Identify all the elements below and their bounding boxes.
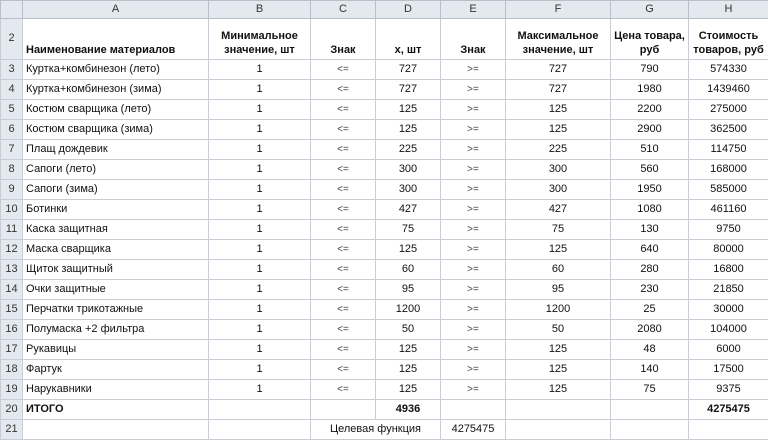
x-value-cell[interactable]: 75	[376, 220, 441, 240]
min-value-cell[interactable]: 1	[209, 260, 311, 280]
sign-cell[interactable]: >=	[441, 120, 506, 140]
row-header[interactable]: 16	[1, 320, 23, 340]
column-header-g[interactable]: G	[611, 1, 689, 19]
row-header[interactable]: 2	[1, 19, 23, 60]
table-row	[1, 220, 768, 240]
cost-cell[interactable]: 114750	[689, 140, 768, 160]
price-cell[interactable]: 75	[611, 380, 689, 400]
sign-cell[interactable]: <=	[311, 280, 376, 300]
row-header[interactable]: 18	[1, 360, 23, 380]
empty-cell[interactable]	[506, 400, 611, 420]
total-x-cell[interactable]: 4936	[376, 400, 441, 420]
min-value-cell[interactable]: 1	[209, 240, 311, 260]
min-value-cell[interactable]: 1	[209, 220, 311, 240]
row-header[interactable]: 11	[1, 220, 23, 240]
sign-cell[interactable]: >=	[441, 380, 506, 400]
empty-cell[interactable]	[23, 420, 209, 440]
min-value-cell[interactable]: 1	[209, 280, 311, 300]
min-value-cell[interactable]: 1	[209, 140, 311, 160]
sign-cell[interactable]: >=	[441, 240, 506, 260]
sign-cell[interactable]: <=	[311, 300, 376, 320]
max-value-cell[interactable]: 50	[506, 320, 611, 340]
max-value-cell[interactable]: 125	[506, 100, 611, 120]
table-row	[1, 380, 768, 400]
max-value-cell[interactable]: 125	[506, 340, 611, 360]
price-cell[interactable]: 2080	[611, 320, 689, 340]
sign-cell[interactable]: <=	[311, 160, 376, 180]
objective-row	[1, 420, 768, 440]
cost-cell[interactable]: 362500	[689, 120, 768, 140]
column-header-d[interactable]: D	[376, 1, 441, 19]
price-cell[interactable]: 560	[611, 160, 689, 180]
min-value-cell[interactable]: 1	[209, 360, 311, 380]
sign-cell[interactable]: <=	[311, 80, 376, 100]
header-cell-cost[interactable]: Стоимость товаров, руб	[689, 19, 768, 60]
sign-cell[interactable]: >=	[441, 160, 506, 180]
x-value-cell[interactable]: 60	[376, 260, 441, 280]
min-value-cell[interactable]: 1	[209, 340, 311, 360]
x-value-cell[interactable]: 50	[376, 320, 441, 340]
row-header[interactable]: 6	[1, 120, 23, 140]
column-header-f[interactable]: F	[506, 1, 611, 19]
max-value-cell[interactable]: 727	[506, 80, 611, 100]
row-header[interactable]: 5	[1, 100, 23, 120]
max-value-cell[interactable]: 300	[506, 180, 611, 200]
price-cell[interactable]: 48	[611, 340, 689, 360]
max-value-cell[interactable]: 125	[506, 360, 611, 380]
price-cell[interactable]: 1950	[611, 180, 689, 200]
sign-cell[interactable]: >=	[441, 80, 506, 100]
cost-cell[interactable]: 275000	[689, 100, 768, 120]
x-value-cell[interactable]: 125	[376, 380, 441, 400]
table-row	[1, 120, 768, 140]
price-cell[interactable]: 130	[611, 220, 689, 240]
sign-cell[interactable]: <=	[311, 340, 376, 360]
min-value-cell[interactable]: 1	[209, 180, 311, 200]
sign-cell[interactable]: >=	[441, 360, 506, 380]
table-row	[1, 300, 768, 320]
min-value-cell[interactable]: 1	[209, 60, 311, 80]
sign-cell[interactable]: >=	[441, 100, 506, 120]
cost-cell[interactable]: 574330	[689, 60, 768, 80]
name-cell[interactable]: Куртка+комбинезон (лето)	[23, 60, 209, 80]
header-cell-min[interactable]: Минимальное значение, шт	[209, 19, 311, 60]
cost-cell[interactable]: 9375	[689, 380, 768, 400]
sign-cell[interactable]: <=	[311, 360, 376, 380]
name-cell[interactable]: Куртка+комбинезон (зима)	[23, 80, 209, 100]
sign-cell[interactable]: <=	[311, 120, 376, 140]
price-cell[interactable]: 230	[611, 280, 689, 300]
header-cell-x[interactable]: x, шт	[376, 19, 441, 60]
max-value-cell[interactable]: 125	[506, 380, 611, 400]
price-cell[interactable]: 2900	[611, 120, 689, 140]
cost-cell[interactable]: 1439460	[689, 80, 768, 100]
name-cell[interactable]: Сапоги (зима)	[23, 180, 209, 200]
table-row	[1, 320, 768, 340]
max-value-cell[interactable]: 427	[506, 200, 611, 220]
x-value-cell[interactable]: 727	[376, 80, 441, 100]
table-row	[1, 80, 768, 100]
table-row	[1, 140, 768, 160]
header-cell-sign1[interactable]: Знак	[311, 19, 376, 60]
total-row	[1, 400, 768, 420]
table-row	[1, 260, 768, 280]
price-cell[interactable]: 510	[611, 140, 689, 160]
table-row	[1, 60, 768, 80]
header-cell-sign2[interactable]: Знак	[441, 19, 506, 60]
min-value-cell[interactable]: 1	[209, 100, 311, 120]
price-cell[interactable]: 1980	[611, 80, 689, 100]
table-row	[1, 180, 768, 200]
sign-cell[interactable]: >=	[441, 200, 506, 220]
column-header-b[interactable]: B	[209, 1, 311, 19]
cost-cell[interactable]: 585000	[689, 180, 768, 200]
sign-cell[interactable]: <=	[311, 100, 376, 120]
sign-cell[interactable]: <=	[311, 140, 376, 160]
max-value-cell[interactable]: 95	[506, 280, 611, 300]
table-row	[1, 200, 768, 220]
row-header[interactable]: 17	[1, 340, 23, 360]
min-value-cell[interactable]: 1	[209, 200, 311, 220]
sign-cell[interactable]: <=	[311, 220, 376, 240]
min-value-cell[interactable]: 1	[209, 120, 311, 140]
cost-cell[interactable]: 461160	[689, 200, 768, 220]
cost-cell[interactable]: 80000	[689, 240, 768, 260]
cost-cell[interactable]: 9750	[689, 220, 768, 240]
header-cell-name[interactable]: Наименование материалов	[23, 19, 209, 60]
x-value-cell[interactable]: 125	[376, 120, 441, 140]
row-header[interactable]: 7	[1, 140, 23, 160]
table-row	[1, 100, 768, 120]
total-label-cell[interactable]: ИТОГО	[23, 400, 209, 420]
sign-cell[interactable]: <=	[311, 380, 376, 400]
x-value-cell[interactable]: 125	[376, 100, 441, 120]
row-header[interactable]: 10	[1, 200, 23, 220]
x-value-cell[interactable]: 1200	[376, 300, 441, 320]
price-cell[interactable]: 640	[611, 240, 689, 260]
name-cell[interactable]: Полумаска +2 фильтра	[23, 320, 209, 340]
sign-cell[interactable]: >=	[441, 300, 506, 320]
column-header-c[interactable]: C	[311, 1, 376, 19]
name-cell[interactable]: Плащ дождевик	[23, 140, 209, 160]
name-cell[interactable]: Нарукавники	[23, 380, 209, 400]
x-value-cell[interactable]: 125	[376, 240, 441, 260]
empty-cell[interactable]	[611, 400, 689, 420]
empty-cell[interactable]	[506, 420, 611, 440]
max-value-cell[interactable]: 727	[506, 60, 611, 80]
sign-cell[interactable]: >=	[441, 260, 506, 280]
total-cost-cell[interactable]: 4275475	[689, 400, 768, 420]
max-value-cell[interactable]: 125	[506, 120, 611, 140]
row-header[interactable]: 13	[1, 260, 23, 280]
cost-cell[interactable]: 168000	[689, 160, 768, 180]
header-cell-max[interactable]: Максимальное значение, шт	[506, 19, 611, 60]
sign-cell[interactable]: <=	[311, 260, 376, 280]
name-cell[interactable]: Маска сварщика	[23, 240, 209, 260]
sign-cell[interactable]: <=	[311, 180, 376, 200]
price-cell[interactable]: 140	[611, 360, 689, 380]
sign-cell[interactable]: <=	[311, 60, 376, 80]
empty-cell[interactable]	[209, 400, 311, 420]
price-cell[interactable]: 280	[611, 260, 689, 280]
column-header-row	[1, 1, 768, 19]
row-header[interactable]: 14	[1, 280, 23, 300]
row-header[interactable]: 8	[1, 160, 23, 180]
sign-cell[interactable]: >=	[441, 280, 506, 300]
row-header[interactable]: 12	[1, 240, 23, 260]
empty-cell[interactable]	[611, 420, 689, 440]
price-cell[interactable]: 790	[611, 60, 689, 80]
objective-value-cell[interactable]: 4275475	[441, 420, 506, 440]
empty-cell[interactable]	[311, 400, 376, 420]
name-cell[interactable]: Каска защитная	[23, 220, 209, 240]
name-cell[interactable]: Перчатки трикотажные	[23, 300, 209, 320]
row-header[interactable]: 9	[1, 180, 23, 200]
x-value-cell[interactable]: 125	[376, 340, 441, 360]
max-value-cell[interactable]: 1200	[506, 300, 611, 320]
min-value-cell[interactable]: 1	[209, 380, 311, 400]
sign-cell[interactable]: >=	[441, 340, 506, 360]
objective-label-cell[interactable]: Целевая функция	[311, 420, 441, 440]
empty-cell[interactable]	[689, 420, 768, 440]
name-cell[interactable]: Ботинки	[23, 200, 209, 220]
sign-cell[interactable]: <=	[311, 200, 376, 220]
x-value-cell[interactable]: 300	[376, 160, 441, 180]
max-value-cell[interactable]: 225	[506, 140, 611, 160]
cost-cell[interactable]: 6000	[689, 340, 768, 360]
table-row	[1, 160, 768, 180]
name-cell[interactable]: Фартук	[23, 360, 209, 380]
max-value-cell[interactable]: 75	[506, 220, 611, 240]
cost-cell[interactable]: 30000	[689, 300, 768, 320]
price-cell[interactable]: 1080	[611, 200, 689, 220]
name-cell[interactable]: Щиток защитный	[23, 260, 209, 280]
min-value-cell[interactable]: 1	[209, 320, 311, 340]
min-value-cell[interactable]: 1	[209, 300, 311, 320]
column-header-e[interactable]: E	[441, 1, 506, 19]
name-cell[interactable]: Рукавицы	[23, 340, 209, 360]
sign-cell[interactable]: >=	[441, 180, 506, 200]
table-row	[1, 240, 768, 260]
table-header-row	[1, 19, 768, 60]
price-cell[interactable]: 25	[611, 300, 689, 320]
x-value-cell[interactable]: 125	[376, 360, 441, 380]
sign-cell[interactable]: <=	[311, 320, 376, 340]
price-cell[interactable]: 2200	[611, 100, 689, 120]
max-value-cell[interactable]: 60	[506, 260, 611, 280]
empty-cell[interactable]	[441, 400, 506, 420]
column-header-h[interactable]: H	[689, 1, 768, 19]
sign-cell[interactable]: >=	[441, 220, 506, 240]
x-value-cell[interactable]: 300	[376, 180, 441, 200]
column-header-a[interactable]: A	[23, 1, 209, 19]
max-value-cell[interactable]: 125	[506, 240, 611, 260]
row-header[interactable]: 4	[1, 80, 23, 100]
row-header[interactable]: 3	[1, 60, 23, 80]
table-row	[1, 360, 768, 380]
table-row	[1, 340, 768, 360]
x-value-cell[interactable]: 427	[376, 200, 441, 220]
select-all-corner[interactable]	[1, 1, 23, 19]
cost-cell[interactable]: 16800	[689, 260, 768, 280]
empty-cell[interactable]	[209, 420, 311, 440]
cost-cell[interactable]: 104000	[689, 320, 768, 340]
x-value-cell[interactable]: 727	[376, 60, 441, 80]
x-value-cell[interactable]: 95	[376, 280, 441, 300]
name-cell[interactable]: Костюм сварщика (лето)	[23, 100, 209, 120]
row-header[interactable]: 20	[1, 400, 23, 420]
row-header[interactable]: 21	[1, 420, 23, 440]
min-value-cell[interactable]: 1	[209, 80, 311, 100]
name-cell[interactable]: Костюм сварщика (зима)	[23, 120, 209, 140]
row-header[interactable]: 15	[1, 300, 23, 320]
cost-cell[interactable]: 21850	[689, 280, 768, 300]
min-value-cell[interactable]: 1	[209, 160, 311, 180]
x-value-cell[interactable]: 225	[376, 140, 441, 160]
row-header[interactable]: 19	[1, 380, 23, 400]
name-cell[interactable]: Очки защитные	[23, 280, 209, 300]
header-cell-price[interactable]: Цена товара, руб	[611, 19, 689, 60]
name-cell[interactable]: Сапоги (лето)	[23, 160, 209, 180]
cost-cell[interactable]: 17500	[689, 360, 768, 380]
sign-cell[interactable]: >=	[441, 60, 506, 80]
table-row	[1, 280, 768, 300]
sign-cell[interactable]: >=	[441, 320, 506, 340]
sign-cell[interactable]: <=	[311, 240, 376, 260]
sign-cell[interactable]: >=	[441, 140, 506, 160]
max-value-cell[interactable]: 300	[506, 160, 611, 180]
